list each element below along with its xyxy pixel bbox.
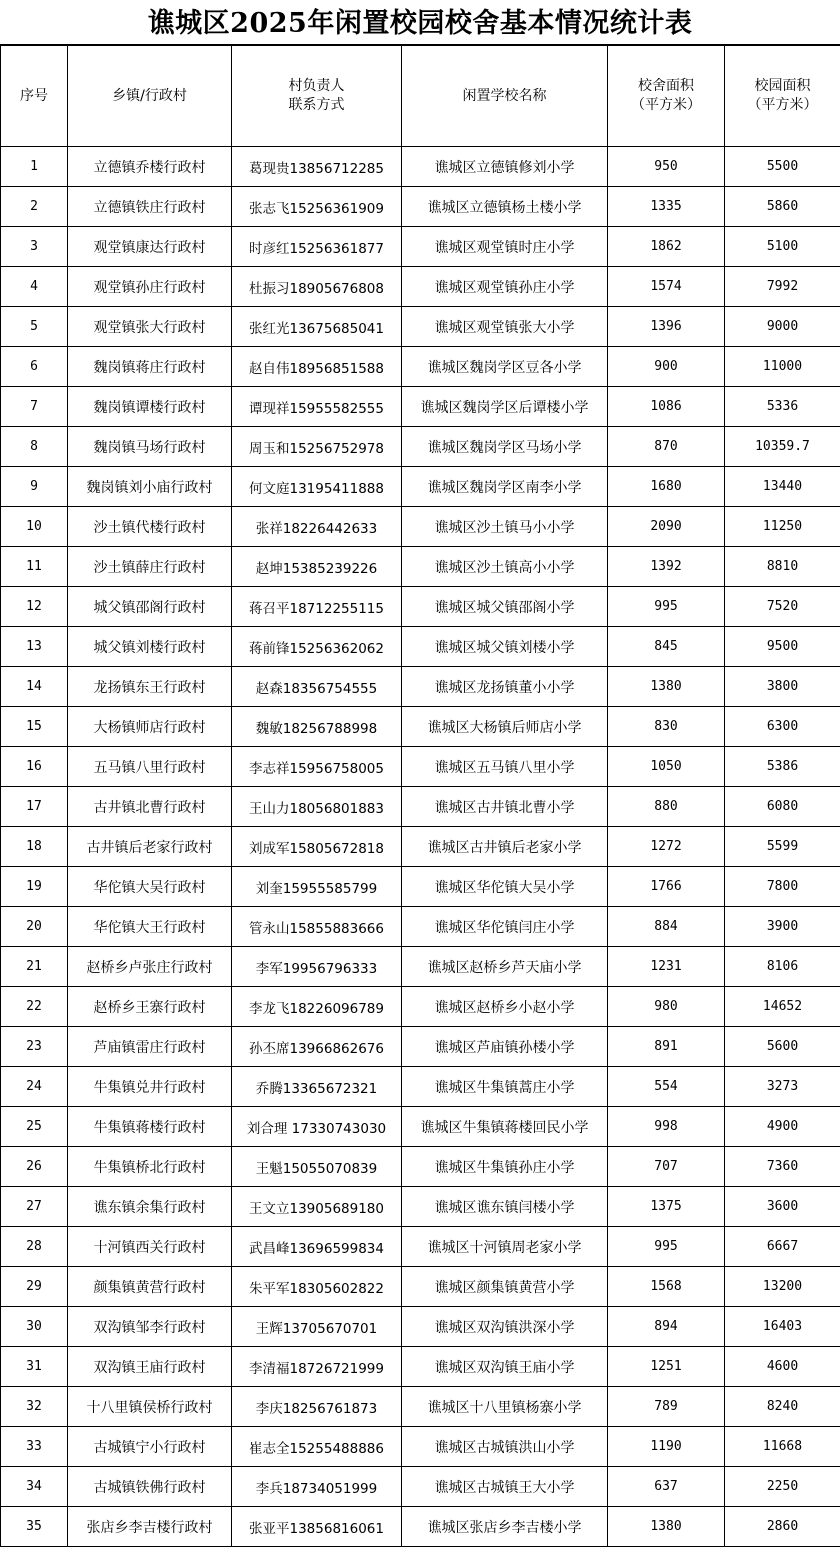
cell-campus-area[interactable]: 8106: [725, 947, 840, 987]
cell-contact[interactable]: 葛现贵13856712285: [232, 147, 402, 187]
cell-school[interactable]: 谯城区沙土镇高小小学: [402, 547, 608, 587]
cell-town[interactable]: 城父镇刘楼行政村: [68, 627, 232, 667]
cell-campus-area[interactable]: 9500: [725, 627, 840, 667]
cell-building-area[interactable]: 870: [608, 427, 725, 467]
cell-campus-area[interactable]: 5500: [725, 147, 840, 187]
cell-contact[interactable]: 刘合理 17330743030: [232, 1107, 402, 1147]
table-row: [1, 267, 840, 307]
cell-contact[interactable]: 张祥18226442633: [232, 507, 402, 547]
cell-building-area[interactable]: 980: [608, 987, 725, 1027]
cell-index[interactable]: 13: [1, 627, 68, 667]
cell-building-area[interactable]: 1766: [608, 867, 725, 907]
cell-school[interactable]: 谯城区沙土镇马小小学: [402, 507, 608, 547]
cell-index[interactable]: 33: [1, 1427, 68, 1467]
header-contact-line1: 村负责人: [232, 77, 401, 96]
cell-index[interactable]: 14: [1, 667, 68, 707]
cell-school[interactable]: 谯城区十八里镇杨寨小学: [402, 1387, 608, 1427]
cell-town[interactable]: 赵桥乡王寨行政村: [68, 987, 232, 1027]
cell-town[interactable]: 五马镇八里行政村: [68, 747, 232, 787]
cell-town[interactable]: 华佗镇大吴行政村: [68, 867, 232, 907]
cell-school[interactable]: 谯城区华佗镇大吴小学: [402, 867, 608, 907]
cell-campus-area[interactable]: 5599: [725, 827, 840, 867]
cell-index[interactable]: 20: [1, 907, 68, 947]
table-row: [1, 307, 840, 347]
cell-contact[interactable]: 崔志全15255488886: [232, 1427, 402, 1467]
cell-town[interactable]: 观堂镇康达行政村: [68, 227, 232, 267]
table-row: [1, 987, 840, 1027]
cell-school[interactable]: 谯城区颜集镇黄营小学: [402, 1267, 608, 1307]
cell-town[interactable]: 谯东镇余集行政村: [68, 1187, 232, 1227]
cell-town[interactable]: 颜集镇黄营行政村: [68, 1267, 232, 1307]
cell-index[interactable]: 23: [1, 1027, 68, 1067]
cell-building-area[interactable]: 554: [608, 1067, 725, 1107]
cell-town[interactable]: 赵桥乡卢张庄行政村: [68, 947, 232, 987]
header-town[interactable]: 乡镇/行政村: [68, 46, 232, 147]
cell-school[interactable]: 谯城区观堂镇时庄小学: [402, 227, 608, 267]
cell-school[interactable]: 谯城区牛集镇蒿庄小学: [402, 1067, 608, 1107]
header-building-line1: 校舍面积: [608, 77, 724, 96]
cell-school[interactable]: 谯城区赵桥乡芦天庙小学: [402, 947, 608, 987]
cell-school[interactable]: 谯城区魏岗学区南李小学: [402, 467, 608, 507]
cell-school[interactable]: 谯城区华佗镇闫庄小学: [402, 907, 608, 947]
cell-index[interactable]: 2: [1, 187, 68, 227]
table-row: [1, 627, 840, 667]
cell-campus-area[interactable]: 3800: [725, 667, 840, 707]
header-campus-line1: 校园面积: [725, 77, 840, 96]
cell-building-area[interactable]: 830: [608, 707, 725, 747]
cell-campus-area[interactable]: 3900: [725, 907, 840, 947]
cell-town[interactable]: 张店乡李吉楼行政村: [68, 1507, 232, 1547]
cell-town[interactable]: 沙土镇薛庄行政村: [68, 547, 232, 587]
table-row: [1, 1507, 840, 1547]
table-row: [1, 347, 840, 387]
cell-building-area[interactable]: 1251: [608, 1347, 725, 1387]
cell-index[interactable]: 18: [1, 827, 68, 867]
cell-campus-area[interactable]: 3600: [725, 1187, 840, 1227]
cell-index[interactable]: 15: [1, 707, 68, 747]
cell-campus-area[interactable]: 2860: [725, 1507, 840, 1547]
cell-building-area[interactable]: 1862: [608, 227, 725, 267]
cell-building-area[interactable]: 950: [608, 147, 725, 187]
cell-school[interactable]: 谯城区芦庙镇孙楼小学: [402, 1027, 608, 1067]
table-row: [1, 947, 840, 987]
cell-school[interactable]: 谯城区城父镇刘楼小学: [402, 627, 608, 667]
table-row: [1, 1267, 840, 1307]
cell-building-area[interactable]: 1190: [608, 1427, 725, 1467]
cell-town[interactable]: 立德镇乔楼行政村: [68, 147, 232, 187]
cell-contact[interactable]: 王文立13905689180: [232, 1187, 402, 1227]
cell-contact[interactable]: 赵自伟18956851588: [232, 347, 402, 387]
cell-school[interactable]: 谯城区古井镇北曹小学: [402, 787, 608, 827]
cell-town[interactable]: 古井镇后老家行政村: [68, 827, 232, 867]
cell-town[interactable]: 牛集镇兑井行政村: [68, 1067, 232, 1107]
table-body: [1, 147, 840, 1547]
cell-town[interactable]: 十八里镇侯桥行政村: [68, 1387, 232, 1427]
cell-town[interactable]: 华佗镇大王行政村: [68, 907, 232, 947]
cell-campus-area[interactable]: 7800: [725, 867, 840, 907]
cell-index[interactable]: 32: [1, 1387, 68, 1427]
cell-campus-area[interactable]: 10359.7: [725, 427, 840, 467]
cell-index[interactable]: 22: [1, 987, 68, 1027]
cell-campus-area[interactable]: 16403: [725, 1307, 840, 1347]
cell-index[interactable]: 29: [1, 1267, 68, 1307]
cell-contact[interactable]: 李兵18734051999: [232, 1467, 402, 1507]
cell-building-area[interactable]: 998: [608, 1107, 725, 1147]
table-row: [1, 1027, 840, 1067]
cell-school[interactable]: 谯城区双沟镇王庙小学: [402, 1347, 608, 1387]
table-row: [1, 507, 840, 547]
cell-building-area[interactable]: 1392: [608, 547, 725, 587]
table-row: [1, 827, 840, 867]
cell-index[interactable]: 27: [1, 1187, 68, 1227]
cell-school[interactable]: 谯城区观堂镇张大小学: [402, 307, 608, 347]
cell-building-area[interactable]: 789: [608, 1387, 725, 1427]
cell-campus-area[interactable]: 11000: [725, 347, 840, 387]
cell-contact[interactable]: 乔腾13365672321: [232, 1067, 402, 1107]
table-row: [1, 1147, 840, 1187]
cell-building-area[interactable]: 884: [608, 907, 725, 947]
cell-contact[interactable]: 刘奎15955585799: [232, 867, 402, 907]
cell-building-area[interactable]: 1050: [608, 747, 725, 787]
cell-school[interactable]: 谯城区十河镇周老家小学: [402, 1227, 608, 1267]
cell-index[interactable]: 26: [1, 1147, 68, 1187]
cell-index[interactable]: 28: [1, 1227, 68, 1267]
table-row: [1, 1107, 840, 1147]
cell-index[interactable]: 9: [1, 467, 68, 507]
cell-contact[interactable]: 时彦红15256361877: [232, 227, 402, 267]
cell-index[interactable]: 31: [1, 1347, 68, 1387]
cell-campus-area[interactable]: 5860: [725, 187, 840, 227]
cell-contact[interactable]: 赵森18356754555: [232, 667, 402, 707]
cell-campus-area[interactable]: 11250: [725, 507, 840, 547]
cell-campus-area[interactable]: 4600: [725, 1347, 840, 1387]
cell-contact[interactable]: 何文庭13195411888: [232, 467, 402, 507]
cell-town[interactable]: 牛集镇蒋楼行政村: [68, 1107, 232, 1147]
cell-index[interactable]: 17: [1, 787, 68, 827]
cell-town[interactable]: 城父镇邵阁行政村: [68, 587, 232, 627]
cell-index[interactable]: 4: [1, 267, 68, 307]
cell-contact[interactable]: 张亚平13856816061: [232, 1507, 402, 1547]
cell-campus-area[interactable]: 5100: [725, 227, 840, 267]
table-row: [1, 1467, 840, 1507]
cell-index[interactable]: 6: [1, 347, 68, 387]
cell-contact[interactable]: 刘成军15805672818: [232, 827, 402, 867]
table-row: [1, 707, 840, 747]
cell-contact[interactable]: 周玉和15256752978: [232, 427, 402, 467]
cell-contact[interactable]: 李清福18726721999: [232, 1347, 402, 1387]
cell-campus-area[interactable]: 5600: [725, 1027, 840, 1067]
cell-campus-area[interactable]: 8240: [725, 1387, 840, 1427]
cell-town[interactable]: 魏岗镇蒋庄行政村: [68, 347, 232, 387]
cell-school[interactable]: 谯城区古城镇洪山小学: [402, 1427, 608, 1467]
cell-building-area[interactable]: 637: [608, 1467, 725, 1507]
cell-contact[interactable]: 谭现祥15955582555: [232, 387, 402, 427]
cell-building-area[interactable]: 1380: [608, 1507, 725, 1547]
table-row: [1, 1187, 840, 1227]
cell-contact[interactable]: 李庆18256761873: [232, 1387, 402, 1427]
cell-school[interactable]: 谯城区立德镇修刘小学: [402, 147, 608, 187]
cell-building-area[interactable]: 1380: [608, 667, 725, 707]
cell-school[interactable]: 谯城区古井镇后老家小学: [402, 827, 608, 867]
cell-index[interactable]: 24: [1, 1067, 68, 1107]
table-row: [1, 1427, 840, 1467]
cell-contact[interactable]: 孙丕席13966862676: [232, 1027, 402, 1067]
cell-index[interactable]: 3: [1, 227, 68, 267]
table-row: [1, 187, 840, 227]
table-row: [1, 1067, 840, 1107]
cell-school[interactable]: 谯城区双沟镇洪深小学: [402, 1307, 608, 1347]
cell-school[interactable]: 谯城区魏岗学区豆各小学: [402, 347, 608, 387]
cell-index[interactable]: 11: [1, 547, 68, 587]
cell-school[interactable]: 谯城区五马镇八里小学: [402, 747, 608, 787]
cell-town[interactable]: 沙土镇代楼行政村: [68, 507, 232, 547]
cell-town[interactable]: 观堂镇张大行政村: [68, 307, 232, 347]
cell-index[interactable]: 8: [1, 427, 68, 467]
cell-campus-area[interactable]: 2250: [725, 1467, 840, 1507]
table-row: [1, 547, 840, 587]
cell-campus-area[interactable]: 6300: [725, 707, 840, 747]
cell-town[interactable]: 立德镇铁庄行政村: [68, 187, 232, 227]
cell-contact[interactable]: 朱平军18305602822: [232, 1267, 402, 1307]
cell-campus-area[interactable]: 3273: [725, 1067, 840, 1107]
cell-town[interactable]: 龙扬镇东王行政村: [68, 667, 232, 707]
cell-index[interactable]: 35: [1, 1507, 68, 1547]
table-row: [1, 427, 840, 467]
cell-campus-area[interactable]: 13440: [725, 467, 840, 507]
header-campus-line2: （平方米）: [725, 96, 840, 115]
table-row: [1, 227, 840, 267]
cell-building-area[interactable]: 1272: [608, 827, 725, 867]
cell-school[interactable]: 谯城区魏岗学区马场小学: [402, 427, 608, 467]
cell-building-area[interactable]: 2090: [608, 507, 725, 547]
cell-campus-area[interactable]: 14652: [725, 987, 840, 1027]
cell-contact[interactable]: 王魁15055070839: [232, 1147, 402, 1187]
header-contact-line2: 联系方式: [232, 96, 401, 115]
cell-town[interactable]: 古井镇北曹行政村: [68, 787, 232, 827]
cell-building-area[interactable]: 1086: [608, 387, 725, 427]
cell-contact[interactable]: 武昌峰13696599834: [232, 1227, 402, 1267]
header-contact[interactable]: [232, 46, 402, 147]
cell-building-area[interactable]: 995: [608, 587, 725, 627]
cell-building-area[interactable]: 845: [608, 627, 725, 667]
cell-campus-area[interactable]: 6080: [725, 787, 840, 827]
cell-campus-area[interactable]: 5386: [725, 747, 840, 787]
cell-school[interactable]: 谯城区赵桥乡小赵小学: [402, 987, 608, 1027]
data-table: [0, 45, 840, 1547]
cell-building-area[interactable]: 891: [608, 1027, 725, 1067]
cell-building-area[interactable]: 894: [608, 1307, 725, 1347]
table-row: [1, 1307, 840, 1347]
cell-index[interactable]: 12: [1, 587, 68, 627]
header-building-line2: （平方米）: [608, 96, 724, 115]
cell-index[interactable]: 25: [1, 1107, 68, 1147]
table-row: [1, 667, 840, 707]
cell-contact[interactable]: 赵坤15385239226: [232, 547, 402, 587]
cell-town[interactable]: 魏岗镇谭楼行政村: [68, 387, 232, 427]
cell-campus-area[interactable]: 8810: [725, 547, 840, 587]
cell-town[interactable]: 观堂镇孙庄行政村: [68, 267, 232, 307]
cell-town[interactable]: 古城镇铁佛行政村: [68, 1467, 232, 1507]
cell-campus-area[interactable]: 7992: [725, 267, 840, 307]
cell-campus-area[interactable]: 6667: [725, 1227, 840, 1267]
header-index[interactable]: 序号: [1, 46, 68, 147]
cell-contact[interactable]: 张红光13675685041: [232, 307, 402, 347]
cell-contact[interactable]: 蒋前锋15256362062: [232, 627, 402, 667]
cell-school[interactable]: 谯城区城父镇邵阁小学: [402, 587, 608, 627]
cell-town[interactable]: 十河镇西关行政村: [68, 1227, 232, 1267]
cell-school[interactable]: 谯城区观堂镇孙庄小学: [402, 267, 608, 307]
cell-contact[interactable]: 李志祥15956758005: [232, 747, 402, 787]
cell-index[interactable]: 1: [1, 147, 68, 187]
cell-building-area[interactable]: 1335: [608, 187, 725, 227]
table-row: [1, 1347, 840, 1387]
cell-contact[interactable]: 蒋召平18712255115: [232, 587, 402, 627]
cell-school[interactable]: 谯城区牛集镇孙庄小学: [402, 1147, 608, 1187]
cell-building-area[interactable]: 707: [608, 1147, 725, 1187]
cell-building-area[interactable]: 1231: [608, 947, 725, 987]
cell-school[interactable]: 谯城区古城镇王大小学: [402, 1467, 608, 1507]
cell-contact[interactable]: 王山力18056801883: [232, 787, 402, 827]
cell-contact[interactable]: 王辉13705670701: [232, 1307, 402, 1347]
header-building-area[interactable]: [608, 46, 725, 147]
cell-building-area[interactable]: 1574: [608, 267, 725, 307]
cell-index[interactable]: 34: [1, 1467, 68, 1507]
cell-contact[interactable]: 魏敏18256788998: [232, 707, 402, 747]
cell-contact[interactable]: 张志飞15256361909: [232, 187, 402, 227]
table-row: [1, 867, 840, 907]
cell-index[interactable]: 30: [1, 1307, 68, 1347]
cell-building-area[interactable]: 1375: [608, 1187, 725, 1227]
cell-town[interactable]: 大杨镇师店行政村: [68, 707, 232, 747]
cell-campus-area[interactable]: 5336: [725, 387, 840, 427]
table-row: [1, 587, 840, 627]
cell-school[interactable]: 谯城区张店乡李吉楼小学: [402, 1507, 608, 1547]
table-row: [1, 787, 840, 827]
cell-school[interactable]: 谯城区立德镇杨土楼小学: [402, 187, 608, 227]
table-row: [1, 1227, 840, 1267]
cell-campus-area[interactable]: 4900: [725, 1107, 840, 1147]
cell-campus-area[interactable]: 13200: [725, 1267, 840, 1307]
cell-town[interactable]: 牛集镇桥北行政村: [68, 1147, 232, 1187]
cell-index[interactable]: 19: [1, 867, 68, 907]
cell-contact[interactable]: 李龙飞18226096789: [232, 987, 402, 1027]
cell-contact[interactable]: 李军19956796333: [232, 947, 402, 987]
header-school[interactable]: 闲置学校名称: [402, 46, 608, 147]
header-campus-area[interactable]: [725, 46, 840, 147]
table-row: [1, 467, 840, 507]
cell-town[interactable]: 魏岗镇刘小庙行政村: [68, 467, 232, 507]
cell-town[interactable]: 古城镇宁小行政村: [68, 1427, 232, 1467]
cell-index[interactable]: 5: [1, 307, 68, 347]
cell-building-area[interactable]: 1396: [608, 307, 725, 347]
cell-building-area[interactable]: 995: [608, 1227, 725, 1267]
cell-building-area[interactable]: 1680: [608, 467, 725, 507]
table-title: 谯城区2025年闲置校园校舍基本情况统计表: [0, 0, 840, 45]
cell-town[interactable]: 芦庙镇雷庄行政村: [68, 1027, 232, 1067]
cell-contact[interactable]: 管永山15855883666: [232, 907, 402, 947]
cell-contact[interactable]: 杜振习18905676808: [232, 267, 402, 307]
table-row: [1, 907, 840, 947]
cell-school[interactable]: 谯城区龙扬镇董小小学: [402, 667, 608, 707]
cell-town[interactable]: 双沟镇王庙行政村: [68, 1347, 232, 1387]
cell-town[interactable]: 双沟镇邹李行政村: [68, 1307, 232, 1347]
cell-school[interactable]: 谯城区魏岗学区后谭楼小学: [402, 387, 608, 427]
cell-school[interactable]: 谯城区谯东镇闫楼小学: [402, 1187, 608, 1227]
table-row: [1, 387, 840, 427]
cell-town[interactable]: 魏岗镇马场行政村: [68, 427, 232, 467]
cell-index[interactable]: 7: [1, 387, 68, 427]
table-row: [1, 747, 840, 787]
table-row: [1, 147, 840, 187]
cell-index[interactable]: 16: [1, 747, 68, 787]
header-row: [1, 46, 840, 147]
cell-campus-area[interactable]: 7360: [725, 1147, 840, 1187]
cell-school[interactable]: 谯城区牛集镇蒋楼回民小学: [402, 1107, 608, 1147]
cell-building-area[interactable]: 880: [608, 787, 725, 827]
cell-campus-area[interactable]: 7520: [725, 587, 840, 627]
cell-building-area[interactable]: 1568: [608, 1267, 725, 1307]
cell-campus-area[interactable]: 9000: [725, 307, 840, 347]
cell-campus-area[interactable]: 11668: [725, 1427, 840, 1467]
cell-school[interactable]: 谯城区大杨镇后师店小学: [402, 707, 608, 747]
cell-index[interactable]: 10: [1, 507, 68, 547]
table-row: [1, 1387, 840, 1427]
cell-index[interactable]: 21: [1, 947, 68, 987]
cell-building-area[interactable]: 900: [608, 347, 725, 387]
